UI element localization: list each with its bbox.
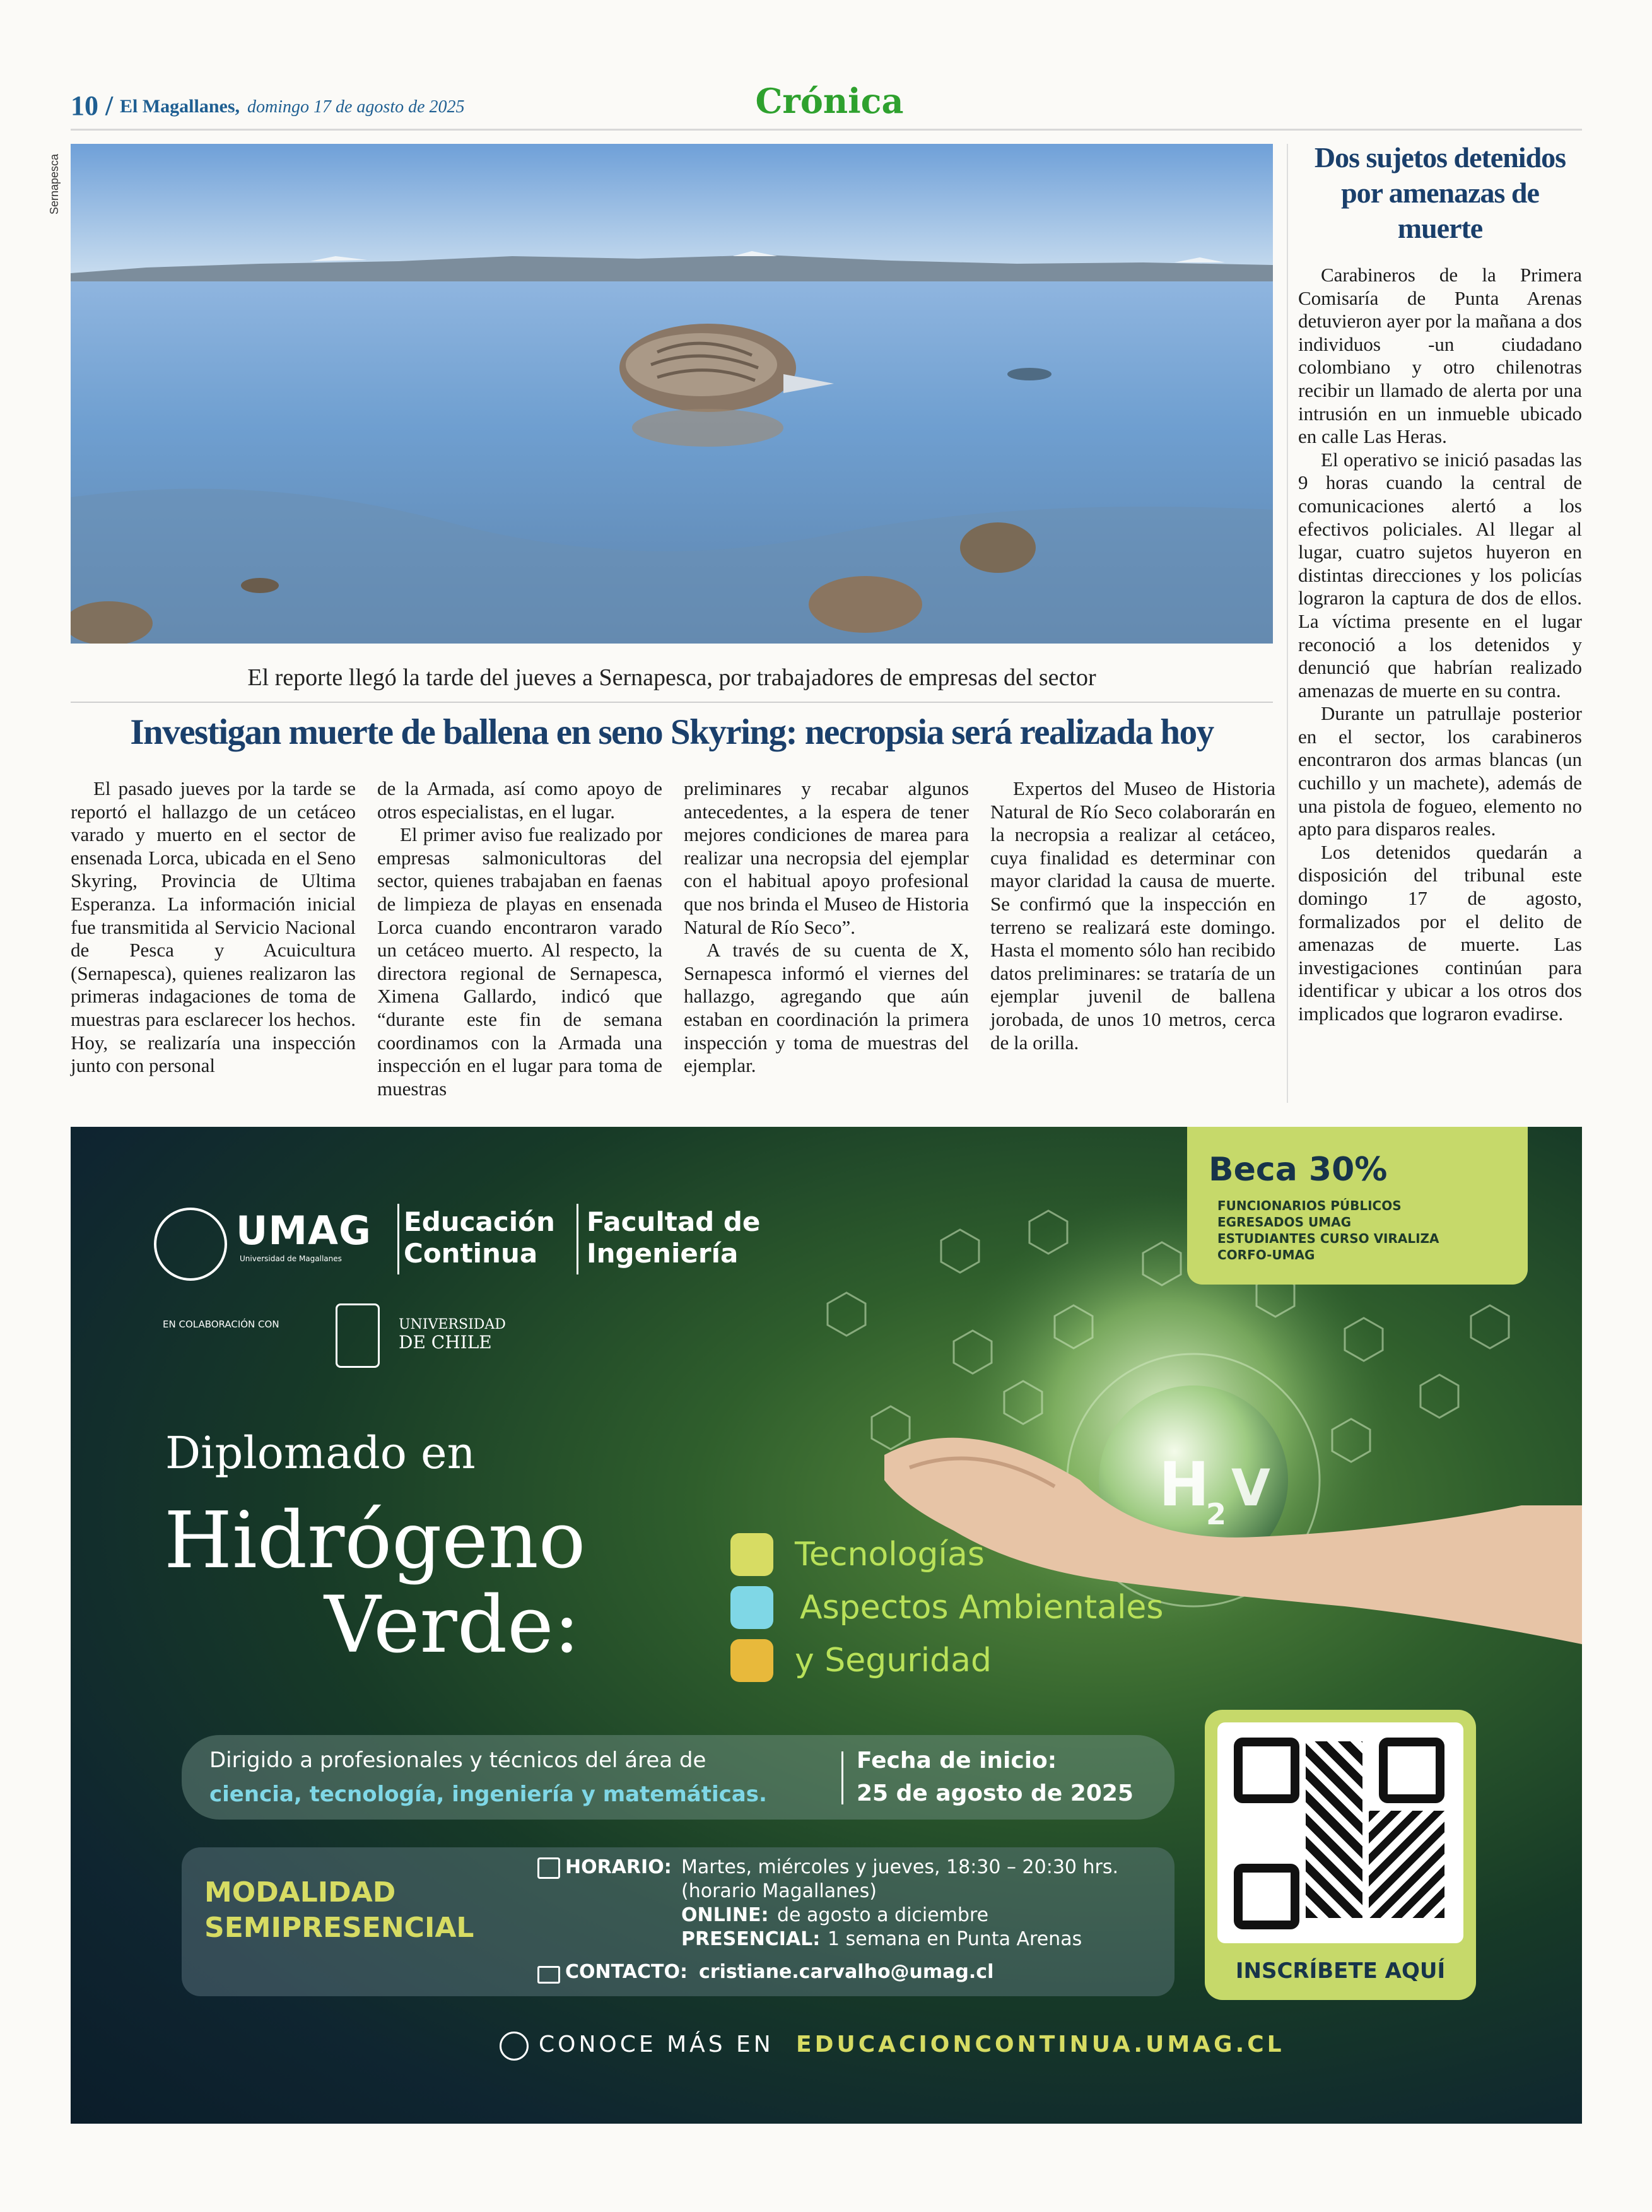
dirigido-line-1: Dirigido a profesionales y técnicos del área de [209, 1748, 706, 1773]
hidrogeno-title: Hidrógeno [164, 1495, 586, 1586]
side-paragraph: Durante un patrullaje posterior en el sector, los carabineros encontraron dos armas blancas (un cuchillo y un machete), además de una pistola de fogueo, elemento no apto para disparos reales. [1298, 702, 1582, 840]
umag-logo-subtitle: Universidad de Magallanes [240, 1254, 342, 1263]
uchile-line-1: UNIVERSIDAD [399, 1317, 506, 1332]
caption-divider [71, 702, 1273, 703]
article-column-4 [990, 777, 1275, 1054]
article-headline: Investigan muerte de ballena en seno Skyring: necropsia será realizada hoy [130, 712, 1214, 752]
educacion-continua-logo [404, 1206, 555, 1269]
side-paragraph: El operativo se inició pasadas las 9 horas cuando la central de comunicaciones alertó a los efectivos policiales. Al llegar al lugar, cuatro sujetos huyeron en distintas direcciones y los policías lograron la captura de dos de ellos. La víctima presente en el lugar reconoció a los detenidos y denunció que habrían realizado amenazas de muerte en su contra. [1298, 448, 1582, 702]
horario-label: HORARIO: [565, 1856, 672, 1878]
side-paragraph: Carabineros de la Primera Comisaría de Punta Arenas detuvieron ayer por la mañana a dos individuos -un ciudadano colombiano y otro chilenotras recibir un llamado de alerta por una intrusión en un inmueble ubicado en calle Las Heras. [1298, 264, 1582, 448]
topic-seguridad: y Seguridad [795, 1642, 992, 1680]
mail-icon [537, 1966, 560, 1984]
verde-title: Verde: [324, 1580, 580, 1671]
online-label: ONLINE: [681, 1904, 769, 1926]
online-value: de agosto a diciembre [777, 1904, 989, 1926]
column-divider [1287, 144, 1288, 1103]
article-column-1 [71, 777, 356, 1078]
topic-tecnologias: Tecnologías [795, 1536, 985, 1574]
dirigido-divider [841, 1751, 843, 1804]
article-paragraph: El pasado jueves por la tarde se reportó el hallazgo de un cetáceo varado y muerto en el sector de ensenada Lorca, ubicada en el Seno Skyring, Provincia de Ultima Esperanza. La información inicial fue transmitida al Servicio Nacional de Pesca y Acuicultura (Sernapesca), quienes realizaron las primeras indagaciones de toma de muestras para esclarecer los hechos. Hoy, se realizaría una inspección junto con personal [71, 777, 356, 1077]
photo-caption: El reporte llegó la tarde del jueves a Sernapesca, por trabajadores de empresas del sector [247, 664, 1096, 691]
beca-item: EGRESADOS UMAG [1217, 1215, 1352, 1230]
qr-panel[interactable] [1205, 1710, 1476, 2000]
publication-name: El Magallanes, [120, 96, 240, 117]
uchile-shield-icon [336, 1303, 380, 1368]
globe-icon [500, 2032, 529, 2061]
beca-title: Beca 30% [1209, 1151, 1388, 1189]
uchile-logo [399, 1316, 506, 1351]
calendar-icon [537, 1857, 560, 1879]
collaboration-label: EN COLABORACIÓN CON [163, 1319, 279, 1330]
article-column-3 [684, 777, 969, 1078]
qr-finder [1379, 1738, 1444, 1803]
qr-finder [1234, 1738, 1299, 1803]
umag-logo-text: UMAG [236, 1208, 372, 1254]
leaf-icon [730, 1586, 773, 1629]
h2-globe-h: H [1159, 1449, 1210, 1520]
header-divider [71, 129, 1582, 131]
qr-pattern [1306, 1741, 1362, 1918]
beca-item: FUNCIONARIOS PÚBLICOS [1217, 1198, 1402, 1213]
qr-code-image[interactable] [1217, 1722, 1463, 1943]
conoce-label: CONOCE MÁS EN [539, 2032, 774, 2057]
uchile-line-2: DE CHILE [399, 1332, 492, 1353]
publication-date: domingo 17 de agosto de 2025 [247, 97, 465, 117]
beca-box [1187, 1127, 1528, 1285]
article-paragraph: A través de su cuenta de X, Sernapesca informó el viernes del hallazgo, agregando que aún estaban en coordinación la primera inspección y toma de muestras del ejemplar. [684, 939, 969, 1077]
side-paragraph: Los detenidos quedarán a disposición del tribunal este domingo 17 de agosto, formalizados por el delito de amenazas de muerte. Las investigaciones continúan para identificar y ubicar a los otros dos implicados que lograron evadirse. [1298, 840, 1582, 1025]
photo-credit [45, 145, 68, 221]
article-paragraph: Expertos del Museo de Historia Natural de Río Seco colaborarán en la necropsia a realizar al cetáceo, cuya finalidad es determinar con mayor claridad la causa de muerte. Se confirmó que la inspección en terreno se realizará este domingo. Hasta el momento sólo han recibido datos preliminares: se trataría de un ejemplar juvenil de ballena jorobada, de unos 10 metros, cerca de la orilla. [990, 777, 1275, 1054]
section-title: Crónica [755, 81, 904, 121]
h2-globe-v: V [1231, 1459, 1270, 1517]
fecha-label: Fecha de inicio: [857, 1748, 1057, 1774]
inscribete-button[interactable]: INSCRÍBETE AQUÍ [1235, 1958, 1446, 1984]
facultad-ingenieria-logo [587, 1206, 760, 1269]
side-article-body [1298, 264, 1582, 1026]
technology-icon [730, 1533, 773, 1576]
contacto-value: cristiane.carvalho@umag.cl [699, 1961, 994, 1983]
article-column-2 [377, 777, 662, 1100]
horario-note: (horario Magallanes) [681, 1880, 877, 1902]
diplomado-advertisement [71, 1127, 1582, 2124]
beca-list [1217, 1197, 1439, 1263]
facultad-line-2: Ingeniería [587, 1238, 739, 1269]
modalidad-line-1: MODALIDAD [204, 1876, 396, 1909]
side-article-title: Dos sujetos detenidos por amenazas de muerte [1314, 141, 1566, 244]
qr-finder [1234, 1864, 1299, 1929]
qr-pattern [1369, 1811, 1444, 1918]
educacion-line-1: Educación [404, 1206, 555, 1237]
horario-value: Martes, miércoles y jueves, 18:30 – 20:30 hrs. [681, 1856, 1119, 1878]
logo-divider [397, 1204, 399, 1274]
presencial-value: 1 semana en Punta Arenas [828, 1928, 1082, 1950]
diplomado-label: Diplomado en [165, 1427, 476, 1479]
page-number: 10 / [71, 90, 114, 121]
article-paragraph: de la Armada, así como apoyo de otros especialistas, en el lugar. [377, 777, 662, 823]
website-link[interactable]: EDUCACIONCONTINUA.UMAG.CL [796, 2032, 1285, 2057]
modalidad-line-2: SEMIPRESENCIAL [204, 1912, 474, 1944]
beca-item: ESTUDIANTES CURSO VIRALIZA [1217, 1231, 1439, 1246]
facultad-line-1: Facultad de [587, 1206, 761, 1237]
beca-item: CORFO-UMAG [1217, 1247, 1315, 1262]
presencial-label: PRESENCIAL: [681, 1928, 821, 1950]
photo-credit-text: Sernapesca [48, 153, 61, 215]
article-paragraph: preliminares y recabar algunos antecedentes, a la espera de tener mejores condiciones de marea para realizar una necropsia del ejemplar con el habitual apoyo profesional que nos brinda el Museo de Historia Natural de Río Seco”. [684, 777, 969, 938]
logo-divider [577, 1204, 578, 1274]
whale-photo-illustration [71, 144, 1273, 644]
whale-photo [71, 144, 1273, 644]
shield-check-icon [730, 1639, 773, 1682]
fecha-value: 25 de agosto de 2025 [857, 1780, 1134, 1806]
modalidad-label [204, 1875, 474, 1946]
topic-ambientales: Aspectos Ambientales [800, 1589, 1164, 1627]
dirigido-line-2: ciencia, tecnología, ingeniería y matemáticas. [209, 1782, 767, 1807]
contacto-label: CONTACTO: [565, 1961, 688, 1983]
umag-seal-icon [154, 1208, 227, 1281]
article-paragraph: El primer aviso fue realizado por empresas salmonicultoras del sector, quienes trabajaban en faenas de limpieza de playas en ensenada Lorca cuando encontraron varado un cetáceo muerto. Al respecto, la directora regional de Sernapesca, Ximena Gallardo, indicó que “durante este fin de semana coordinamos con la Armada una inspección en el lugar para toma de muestras [377, 823, 662, 1100]
h2-globe-subscript: 2 [1206, 1497, 1227, 1531]
educacion-line-2: Continua [404, 1238, 538, 1269]
